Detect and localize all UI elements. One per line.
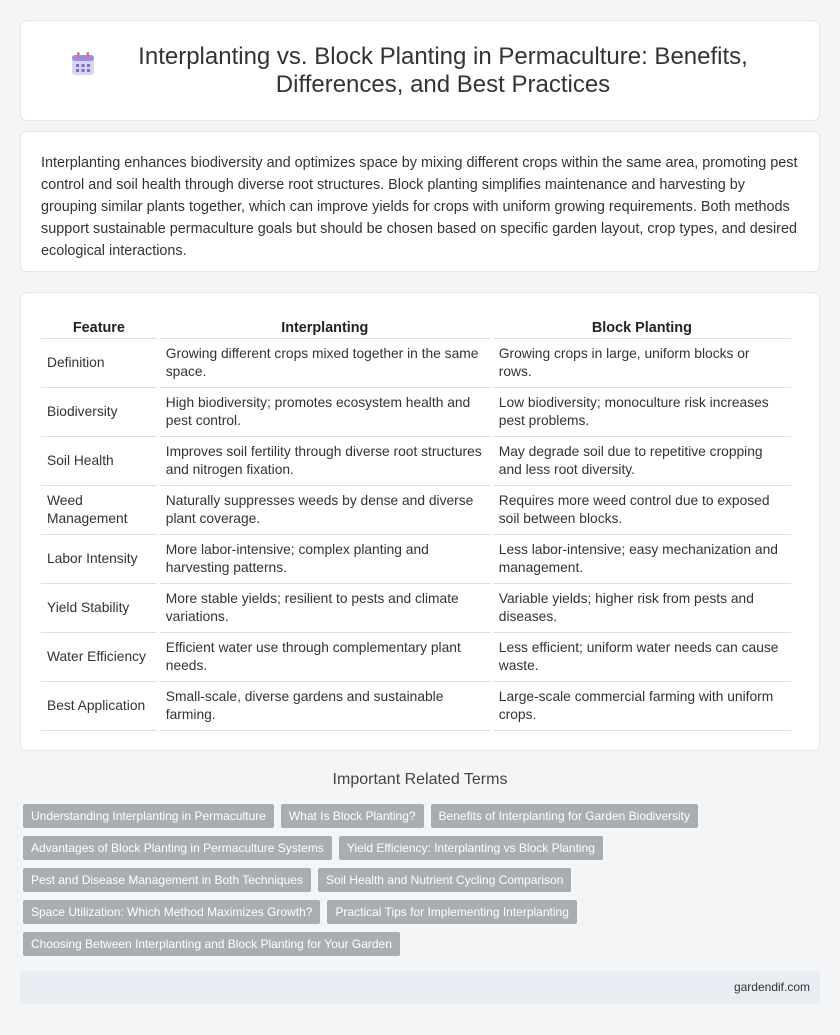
intro-paragraph: Interplanting enhances biodiversity and optimizes space by mixing different crops within the same area, promoting pest control and soil health through diverse root structures. Block planting simplifies maintenance and harvesting by grouping similar plants together, which can improve yields for crops with uniform growing requirements. Both methods support sustainable permaculture goals but should be chosen based on specific garden layout, crop types, and desired ecological interactions. <box>41 155 798 259</box>
footer-site[interactable]: gardendif.com <box>733 980 810 994</box>
feature-cell: Weed Management <box>41 486 157 535</box>
feature-cell: Definition <box>41 339 157 388</box>
block-planting-cell: May degrade soil due to repetitive cropping and less root diversity. <box>493 437 791 486</box>
table-row <box>41 584 791 633</box>
related-term-link[interactable]: What Is Block Planting? <box>281 804 424 828</box>
interplanting-cell: Small-scale, diverse gardens and sustainable farming. <box>160 682 490 731</box>
header-feature: Feature <box>41 315 157 339</box>
block-planting-cell: Large-scale commercial farming with uniform crops. <box>493 682 791 731</box>
feature-cell: Biodiversity <box>41 388 157 437</box>
interplanting-cell: Naturally suppresses weeds by dense and diverse plant coverage. <box>160 486 490 535</box>
related-term-link[interactable]: Space Utilization: Which Method Maximizes Growth? <box>23 900 320 924</box>
feature-cell: Water Efficiency <box>41 633 157 682</box>
table-row <box>41 486 791 535</box>
related-term-link[interactable]: Understanding Interplanting in Permaculture <box>23 804 274 828</box>
table-header-row <box>41 315 791 339</box>
table-row <box>41 682 791 731</box>
related-term-link[interactable]: Practical Tips for Implementing Interplanting <box>327 900 576 924</box>
table-row <box>41 633 791 682</box>
block-planting-cell: Growing crops in large, uniform blocks or rows. <box>493 339 791 388</box>
comparison-table <box>38 315 794 731</box>
header-interplanting: Interplanting <box>160 315 490 339</box>
intro-card <box>20 131 820 272</box>
page-title: Interplanting vs. Block Planting in Permaculture: Benefits, Differences, and Best Practices <box>138 42 748 98</box>
feature-cell: Soil Health <box>41 437 157 486</box>
related-term-link[interactable]: Yield Efficiency: Interplanting vs Block Planting <box>339 836 603 860</box>
comparison-card <box>20 292 820 751</box>
footer <box>20 971 820 1004</box>
title-card <box>20 20 820 121</box>
related-term-link[interactable]: Choosing Between Interplanting and Block Planting for Your Garden <box>23 932 400 956</box>
interplanting-cell: Improves soil fertility through diverse root structures and nitrogen fixation. <box>160 437 490 486</box>
related-terms-title: Important Related Terms <box>332 771 508 788</box>
title-wrap <box>70 43 770 99</box>
table-row <box>41 535 791 584</box>
feature-cell: Labor Intensity <box>41 535 157 584</box>
table-body <box>41 339 791 731</box>
table-row <box>41 388 791 437</box>
related-terms-list <box>23 804 723 964</box>
calendar-icon <box>70 51 96 77</box>
block-planting-cell: Requires more weed control due to exposed soil between blocks. <box>493 486 791 535</box>
related-term-link[interactable]: Soil Health and Nutrient Cycling Comparison <box>318 868 571 892</box>
block-planting-cell: Low biodiversity; monoculture risk increases pest problems. <box>493 388 791 437</box>
related-term-link[interactable]: Advantages of Block Planting in Permaculture Systems <box>23 836 332 860</box>
header-block-planting: Block Planting <box>493 315 791 339</box>
interplanting-cell: More stable yields; resilient to pests and climate variations. <box>160 584 490 633</box>
feature-cell: Yield Stability <box>41 584 157 633</box>
related-term-link[interactable]: Pest and Disease Management in Both Techniques <box>23 868 311 892</box>
table-row <box>41 339 791 388</box>
table-row <box>41 437 791 486</box>
block-planting-cell: Less labor-intensive; easy mechanization and management. <box>493 535 791 584</box>
interplanting-cell: High biodiversity; promotes ecosystem health and pest control. <box>160 388 490 437</box>
block-planting-cell: Variable yields; higher risk from pests and diseases. <box>493 584 791 633</box>
related-term-link[interactable]: Benefits of Interplanting for Garden Biodiversity <box>431 804 698 828</box>
interplanting-cell: More labor-intensive; complex planting and harvesting patterns. <box>160 535 490 584</box>
feature-cell: Best Application <box>41 682 157 731</box>
interplanting-cell: Growing different crops mixed together in the same space. <box>160 339 490 388</box>
interplanting-cell: Efficient water use through complementary plant needs. <box>160 633 490 682</box>
block-planting-cell: Less efficient; uniform water needs can cause waste. <box>493 633 791 682</box>
